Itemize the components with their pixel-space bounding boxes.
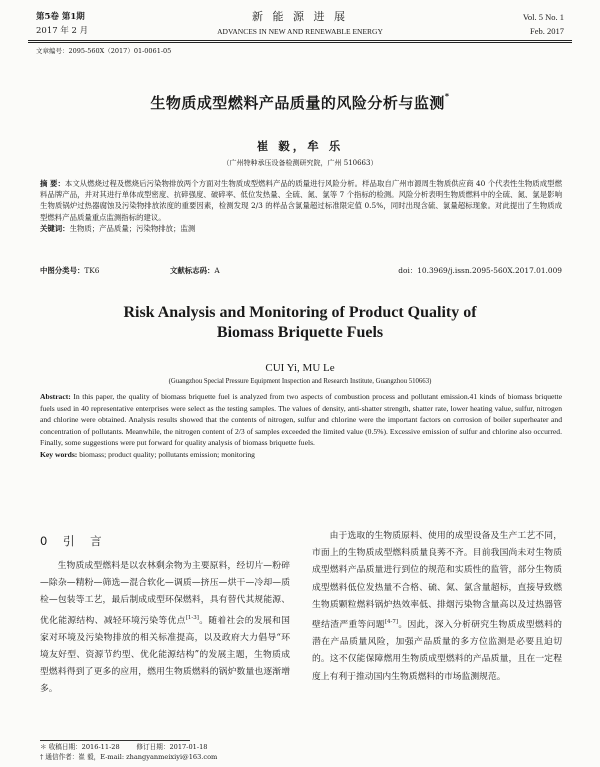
doc-code-field [170, 265, 320, 276]
citation-4-7: [4-7] [384, 619, 399, 626]
abstract-en [40, 391, 562, 461]
footnote-corresponding [40, 753, 217, 762]
abstract-zh-label: 摘 要： [40, 179, 65, 188]
revised-date: 2017-01-18 [169, 743, 208, 751]
clc-field [40, 265, 170, 276]
header-rule-double [28, 42, 572, 43]
intro-left-column [40, 558, 290, 699]
authors-zh: 崔 毅，牟 乐 [256, 139, 344, 153]
intro-left-text-cont: 。随着社会的发展和国家对环境及污染物排放的相关标准提高，以及政府大力倡导“环境友好型、资源节约型、优化能源结构”的发展主题，生物质成型燃料得到了更多的应用，燃用生物质燃料的锅炉数量也逐渐增多。 [40, 615, 290, 695]
journal-title-en: ADVANCES IN NEW AND RENEWABLE ENERGY [217, 27, 383, 36]
intro-right-column [312, 528, 562, 686]
doc-code-value: A [214, 266, 220, 275]
clc-label: 中图分类号： [40, 266, 85, 275]
paper-title-en [0, 303, 600, 343]
volume-issue-zh: 第5卷 第1期 [36, 12, 85, 22]
authors-en: CUI Yi, MU Le [265, 362, 335, 374]
header-rule [28, 40, 572, 41]
intro-right-text: 由于选取的生物质原料、使用的成型设备及生产工艺不同，市面上的生物质成型燃料质量良莠不齐。目前我国尚未对生物质成型燃料产品质量进行到位的规范和实质性的监管，部分生物质成型燃料低位发热量不合格、硫、氮、氯含量超标，直接导致燃生物质颗粒燃料锅炉热效率低、排烟污染物含量高以及过热器管壁结渣严重等问题 [312, 531, 562, 630]
received-label: ＊ 收稿日期： [40, 743, 82, 751]
revised-label: 修订日期： [136, 743, 170, 751]
title-footnote-mark: * [444, 92, 450, 101]
journal-title-zh: 新 能 源 进 展 [252, 10, 348, 23]
abstract-zh-text: 本文从燃烧过程及燃烧后污染物排放两个方面对生物质成型燃料产品的质量进行风险分析。样品取自广州市源周生物质供应商 40 个代表性生物质成型燃料品牌产品，并对其进行单体成型密度、抗碎强度、破碎率、低位发热量、全硫、氮、氯等 7 个指标的检测。风险分析表明生物质燃料中的全硫、氮、氯是影响生物质锅炉过热器腐蚀及污染物排放浓度的重要因素，检测发现 2/3 的样品含氯量超过标准限定值 0.5%，同时出现含硫、氯量超标现象。对此提出了生物质成型燃料产品质量重点监测指标的建议。 [40, 179, 562, 222]
intro-right-text-cont: 。因此，深入分析研究生物质成型燃料的潜在产品质量风险，加强产品质量的多方位监测是必要且迫切的。这不仅能保障燃用生物质成型燃料的产品质量，且在一定程度上有利于推动国内生物质燃料的市场监测规范。 [312, 619, 562, 682]
article-number: 文章编号：2095-560X（2017）01-0061-05 [36, 47, 172, 55]
volume-issue-en: Vol. 5 No. 1 [522, 12, 564, 22]
affiliation-zh: （广州特种承压设备检测研究院，广州 510663） [222, 159, 378, 167]
abstract-zh [40, 178, 562, 234]
paper-title-zh-text: 生物质成型燃料产品质量的风险分析与监测 [150, 94, 445, 112]
citation-1-3: [1-3] [185, 614, 199, 621]
received-date: 2016-11-28 [81, 743, 120, 751]
corresponding-name: 崔 毅， [78, 753, 101, 761]
affiliation-en: (Guangzhou Special Pressure Equipment Inspection and Research Institute, Guangzhou 510663) [168, 378, 432, 385]
keywords-en-text: biomass; product quality; pollutants emission; monitoring [77, 449, 255, 459]
keywords-en-label: Key words: [40, 449, 78, 459]
keywords-zh [40, 223, 562, 234]
section-heading-introduction: 0 引 言 [40, 534, 108, 548]
keywords-zh-label: 关键词： [40, 223, 70, 233]
paper-title-en-line2: Biomass Briquette Fuels [216, 324, 384, 341]
abstract-en-text: In this paper, the quality of biomass briquette fuel is analyzed from two aspects of combustion process and pollutant emission.41 kinds of biomass briquette fuels used in 40 representative enterprises were select as the testing samples. The values of density, anti-shatter strength, shatter rate, lower heating value, sulfur, nitrogen and chlorine were obtained. Analysis results showed that the contents of nitrogen, sulfur and chlorine were the important factors on corrosion of boiler superheater and concentration of pollutants. Meanwhile, the nitrogen content of 2/3 of samples exceeded the limited value (0.5%). Excessive emission of sulfur and chlorine also occurred. Finally, some suggestions were put forward for quality analysis of biomass briquette fuels. [40, 392, 562, 448]
footnote-rule [40, 740, 190, 741]
classification-row [40, 265, 562, 276]
footnote-dates [40, 743, 207, 752]
paper-title-en-line1: Risk Analysis and Monitoring of Product Quality of [123, 304, 477, 321]
doi: doi：10.3969/j.issn.2095-560X.2017.01.009 [398, 266, 562, 275]
date-zh: 2017 年 2 月 [36, 26, 89, 36]
abstract-en-label: Abstract: [40, 392, 71, 401]
intro-left-text: 生物质成型燃料是以农林剩余物为主要原料，经切片—粉碎—除杂—精粉—筛选—混合软化—调质—挤压—烘干—冷却—质检—包装等工艺，最后制成成型环保燃料，具有替代其规能源、优化能源结构、减轻环境污染等优点 [40, 561, 290, 626]
corresponding-label: † 通信作者： [40, 753, 79, 761]
corresponding-email: E-mail: zhangyanmeixiyi@163.com [100, 753, 218, 761]
clc-value: TK6 [84, 266, 100, 275]
paper-title-zh [0, 92, 600, 113]
keywords-zh-text: 生物质；产品质量；污染物排放；监测 [69, 223, 196, 233]
date-en: Feb. 2017 [530, 26, 564, 36]
doc-code-label: 文献标志码： [170, 266, 215, 275]
keywords-en [40, 449, 562, 461]
